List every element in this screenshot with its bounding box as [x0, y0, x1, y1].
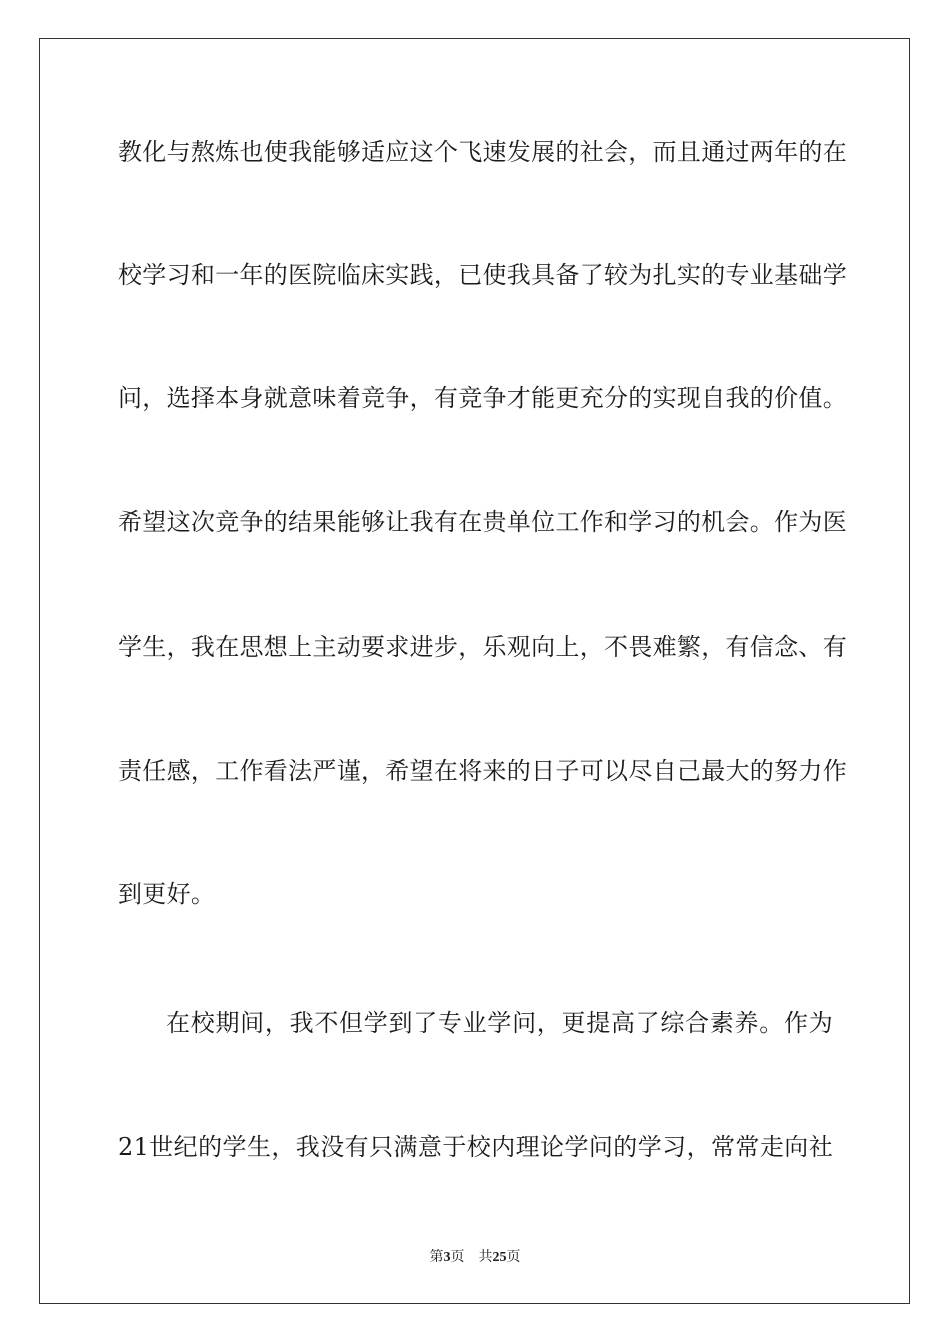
total-suffix: 页 [506, 1249, 521, 1265]
text-line: 问，选择本身就意味着竞争，有竞争才能更充分的实现自我的价值。 [118, 384, 847, 412]
page-prefix: 第 [429, 1249, 444, 1265]
text-line: 希望这次竞争的结果能够让我有在贵单位工作和学习的机会。作为医 [118, 508, 847, 536]
page-number: 3 [443, 1250, 451, 1265]
page-footer [0, 1248, 950, 1267]
page-border [39, 38, 910, 1304]
page-suffix: 页 [450, 1249, 465, 1265]
paragraph-first-line: 在校期间，我不但学到了专业学问，更提高了综合素养。作为 [166, 1009, 833, 1037]
total-prefix: 共 [478, 1249, 493, 1265]
text-line: 教化与熬炼也使我能够适应这个飞速发展的社会，而且通过两年的在 [118, 138, 847, 166]
total-pages: 25 [492, 1250, 507, 1265]
text-line: 责任感，工作看法严谨，希望在将来的日子可以尽自己最大的努力作 [118, 757, 847, 785]
text-line: 学生，我在思想上主动要求进步，乐观向上，不畏难繁，有信念、有 [118, 633, 847, 661]
text-line: 21世纪的学生，我没有只满意于校内理论学问的学习，常常走向社 [118, 1133, 833, 1161]
text-line: 到更好。 [118, 880, 216, 908]
text-line: 校学习和一年的医院临床实践，已使我具备了较为扎实的专业基础学 [118, 261, 847, 289]
